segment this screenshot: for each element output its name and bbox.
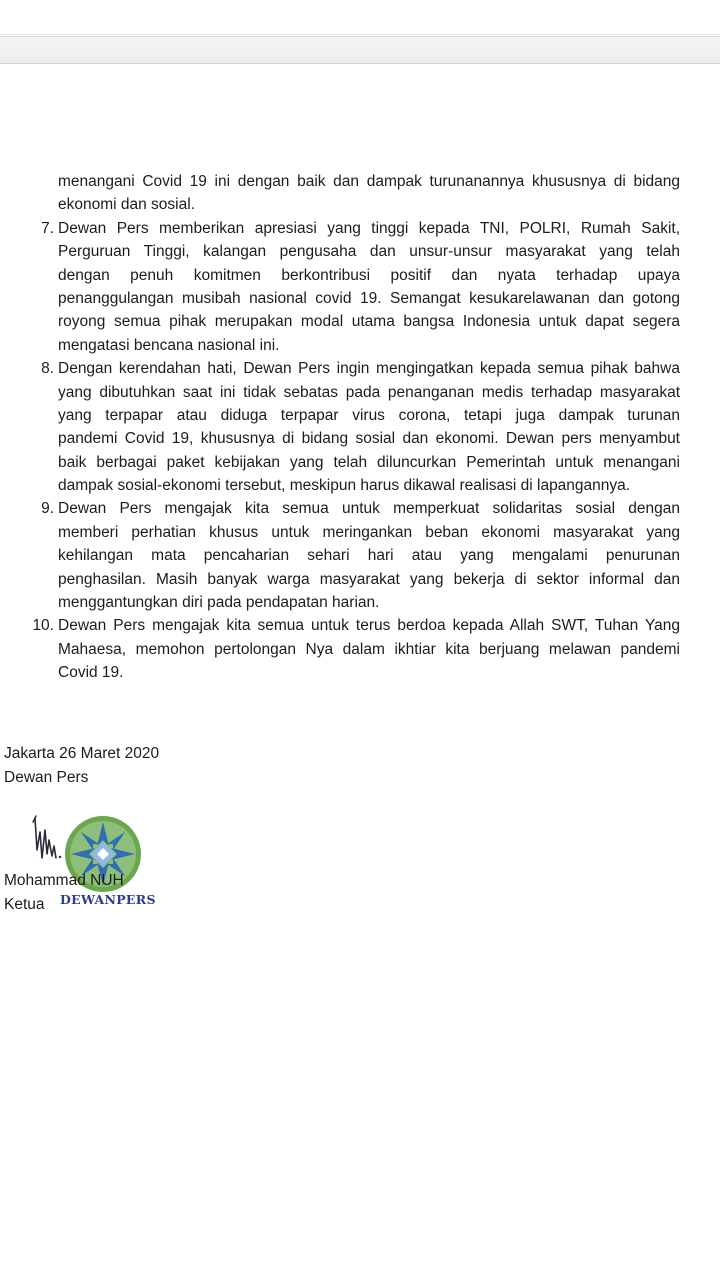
item-paragraph — [58, 497, 680, 614]
paragraph-line: Mahaesa, memohon pertolongan Nya dalam ikhtiar kita berjuang melawan pandemi — [58, 640, 680, 658]
paragraph-line: Dewan Pers mengajak kita semua untuk terus berdoa kepada Allah SWT, Tuhan Yang — [58, 617, 680, 635]
paragraph-line: Dengan kerendahan hati, Dewan Pers ingin mengingatkan kepada semua pihak bahwa — [58, 360, 680, 378]
paragraph-line: penanggulangan musibah nasional covid 19. Semangat kesukarelawanan dan gotong — [58, 289, 680, 307]
list-item — [0, 217, 680, 357]
logo-wordmark: DEWANPERS — [60, 892, 156, 907]
item-paragraph — [58, 614, 680, 684]
viewer-toolbar-strip — [0, 36, 720, 64]
paragraph-line: Perguruan Tinggi, kalangan pengusaha dan unsur-unsur masyarakat yang telah — [58, 243, 680, 261]
issuing-organization: Dewan Pers — [4, 768, 89, 786]
paragraph-line: menggantungkan diri pada pendapatan harian. — [58, 594, 380, 612]
list-item — [0, 170, 680, 217]
paragraph-line: royong semua pihak merupakan modal utama bangsa Indonesia untuk dapat segera — [58, 313, 680, 331]
list-item — [0, 497, 680, 614]
item-number: 7. — [41, 219, 54, 237]
item-number: 10. — [32, 617, 54, 635]
paragraph-line: Dewan Pers mengajak kita semua untuk memperkuat solidaritas sosial dengan — [58, 500, 680, 518]
paragraph-line: menangani Covid 19 ini dengan baik dan dampak turunanannya khususnya di bidang — [58, 173, 680, 190]
item-paragraph — [58, 217, 680, 357]
paragraph-line: dampak sosial-ekonomi tersebut, meskipun harus dikawal realisasi di lapangannya. — [58, 477, 631, 495]
list-item — [0, 614, 680, 684]
signature-block — [0, 810, 200, 920]
item-paragraph — [58, 170, 680, 217]
paragraph-line: baik berbagai paket kebijakan yang telah diluncurkan Pemerintah untuk menangani — [58, 453, 680, 471]
list-item — [0, 357, 680, 497]
paragraph-line: yang dibutuhkan saat ini tidak sebatas pada penanganan medis terhadap masyarakat — [58, 383, 680, 401]
paragraph-line: ekonomi dan sosial. — [58, 196, 195, 214]
paragraph-line: pandemi Covid 19, khususnya di bidang sosial dan ekonomi. Dewan pers menyambut — [58, 430, 680, 448]
paragraph-line: dengan penuh komitmen berkontribusi positif dan nyata terhadap upaya — [58, 266, 680, 284]
item-paragraph — [58, 357, 680, 497]
paragraph-line: kehilangan mata pencaharian sehari hari atau yang mengalami penurunan — [58, 547, 680, 565]
signer-title: Ketua — [4, 896, 45, 913]
statement-list — [0, 170, 720, 685]
item-number: 9. — [41, 500, 54, 518]
paragraph-line: penghasilan. Masih banyak warga masyarakat yang bekerja di sektor informal dan — [58, 570, 680, 588]
item-number — [20, 170, 56, 193]
signer-name: Mohammad NUH — [4, 872, 124, 889]
paragraph-line: mengatasi bencana nasional ini. — [58, 336, 280, 354]
item-number: 8. — [41, 360, 54, 378]
closing-block — [4, 742, 159, 789]
paragraph-line: Covid 19. — [58, 664, 124, 682]
place-date: Jakarta 26 Maret 2020 — [4, 745, 160, 762]
paragraph-line: Dewan Pers memberikan apresiasi yang tinggi kepada TNI, POLRI, Rumah Sakit, — [58, 219, 680, 237]
paragraph-line: memberi perhatian khusus untuk meringankan beban ekonomi masyarakat yang — [58, 523, 680, 541]
viewer-top-bar — [0, 0, 720, 35]
paragraph-line: yang terpapar atau diduga terpapar virus corona, tetapi juga dampak turunan — [58, 406, 680, 424]
